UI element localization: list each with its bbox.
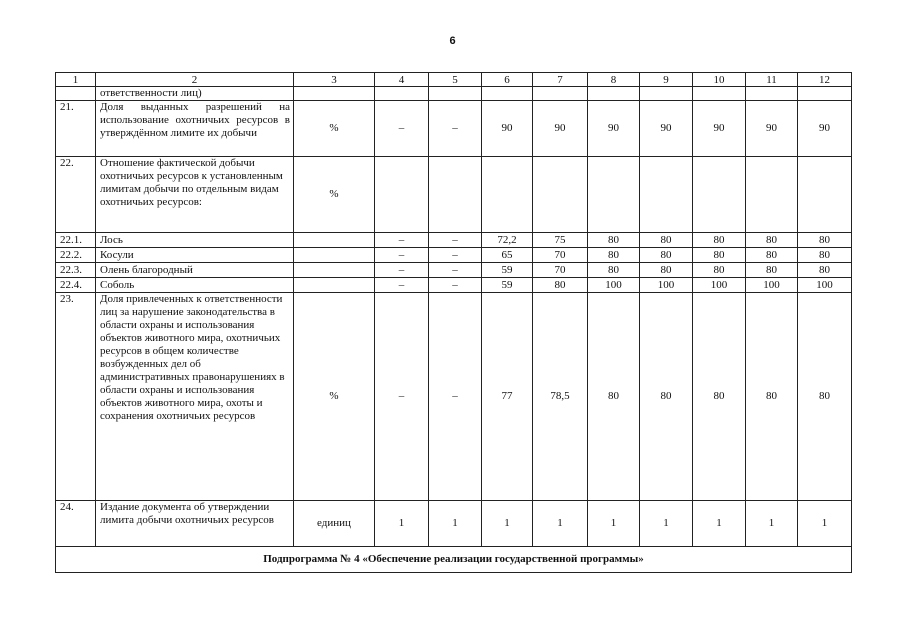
value-cell: 90 <box>533 101 588 157</box>
value-cell <box>693 157 746 233</box>
indicator-name: Доля привлеченных к ответственности лиц за нарушение законодательства в области охраны и использования объектов животного мира, охотничьих ресурсов в общем количестве возбужденных дел об административных правонарушениях в области охраны и использования объектов животного мира, охоты и сохранения охотничьих ресурсов <box>96 293 294 501</box>
value-cell <box>429 157 482 233</box>
unit-cell <box>294 278 375 293</box>
value-cell: 80 <box>746 293 798 501</box>
indicator-name: Лось <box>96 233 294 248</box>
header-cell: 5 <box>429 73 482 87</box>
table-row <box>56 293 852 501</box>
value-cell: 80 <box>640 293 693 501</box>
indicator-name: Олень благородный <box>96 263 294 278</box>
row-number: 22.1. <box>56 233 96 248</box>
value-cell <box>588 157 640 233</box>
row-number: 21. <box>56 101 96 157</box>
value-cell: – <box>429 278 482 293</box>
value-cell: 80 <box>798 248 852 263</box>
value-cell: 59 <box>482 263 533 278</box>
value-cell: 80 <box>798 233 852 248</box>
value-cell: 70 <box>533 263 588 278</box>
page-number: 6 <box>449 35 456 47</box>
value-cell: 80 <box>693 293 746 501</box>
value-cell: 1 <box>533 501 588 547</box>
header-cell: 12 <box>798 73 852 87</box>
value-cell: 80 <box>746 248 798 263</box>
indicator-name: Соболь <box>96 278 294 293</box>
row-number: 22.3. <box>56 263 96 278</box>
value-cell: – <box>375 293 429 501</box>
value-cell <box>798 157 852 233</box>
header-cell: 1 <box>56 73 96 87</box>
value-cell: 1 <box>429 501 482 547</box>
value-cell: 78,5 <box>533 293 588 501</box>
header-cell: 2 <box>96 73 294 87</box>
value-cell: – <box>429 263 482 278</box>
row-number: 22.4. <box>56 278 96 293</box>
value-cell: – <box>375 233 429 248</box>
value-cell: 100 <box>588 278 640 293</box>
header-cell: 10 <box>693 73 746 87</box>
value-cell: 1 <box>693 501 746 547</box>
indicator-name: Отношение фактической добычи охотничьих ресурсов к установленным лимитам добычи по отдельным видам охотничьих ресурсов: <box>96 157 294 233</box>
indicator-name: Доля выданных разрешений на использование охотничьих ресурсов в утверждённом лимите их добычи <box>96 101 294 157</box>
unit-cell: % <box>294 293 375 501</box>
value-cell: 1 <box>746 501 798 547</box>
value-cell: 80 <box>588 248 640 263</box>
value-cell: – <box>375 263 429 278</box>
unit-cell <box>294 263 375 278</box>
value-cell <box>640 157 693 233</box>
value-cell: – <box>375 248 429 263</box>
row-number: 22.2. <box>56 248 96 263</box>
value-cell: 100 <box>640 278 693 293</box>
value-cell <box>533 157 588 233</box>
value-cell: – <box>375 101 429 157</box>
value-cell: 1 <box>588 501 640 547</box>
table-row <box>56 233 852 248</box>
value-cell: 80 <box>588 263 640 278</box>
table-row <box>56 101 852 157</box>
value-cell <box>375 157 429 233</box>
unit-cell: % <box>294 101 375 157</box>
header-cell: 3 <box>294 73 375 87</box>
value-cell: 100 <box>798 278 852 293</box>
value-cell: 77 <box>482 293 533 501</box>
continuation-text: ответственности лиц) <box>96 87 294 101</box>
value-cell: 90 <box>798 101 852 157</box>
value-cell: 80 <box>798 263 852 278</box>
value-cell: 80 <box>746 263 798 278</box>
unit-cell <box>294 248 375 263</box>
header-cell: 8 <box>588 73 640 87</box>
value-cell: 80 <box>640 233 693 248</box>
value-cell: 80 <box>693 248 746 263</box>
row-number: 23. <box>56 293 96 501</box>
value-cell: – <box>429 233 482 248</box>
unit-cell: единиц <box>294 501 375 547</box>
continuation-row <box>56 87 852 101</box>
value-cell: – <box>429 293 482 501</box>
value-cell: 72,2 <box>482 233 533 248</box>
table-row <box>56 157 852 233</box>
table-row <box>56 248 852 263</box>
value-cell: 90 <box>588 101 640 157</box>
value-cell: 1 <box>375 501 429 547</box>
value-cell: 65 <box>482 248 533 263</box>
value-cell: 80 <box>798 293 852 501</box>
value-cell: 80 <box>533 278 588 293</box>
unit-cell <box>294 233 375 248</box>
indicator-name: Косули <box>96 248 294 263</box>
value-cell: 100 <box>746 278 798 293</box>
value-cell: 80 <box>640 263 693 278</box>
value-cell <box>482 157 533 233</box>
header-cell: 9 <box>640 73 693 87</box>
value-cell: – <box>375 278 429 293</box>
subprogram-row <box>56 547 852 573</box>
table-row <box>56 501 852 547</box>
value-cell: 1 <box>482 501 533 547</box>
value-cell: 90 <box>482 101 533 157</box>
value-cell: 90 <box>640 101 693 157</box>
value-cell: 59 <box>482 278 533 293</box>
indicators-table <box>55 72 852 573</box>
value-cell: 80 <box>588 293 640 501</box>
value-cell: 75 <box>533 233 588 248</box>
value-cell: 90 <box>693 101 746 157</box>
value-cell: 1 <box>640 501 693 547</box>
header-cell: 4 <box>375 73 429 87</box>
value-cell: 80 <box>693 263 746 278</box>
value-cell: 80 <box>588 233 640 248</box>
header-cell: 11 <box>746 73 798 87</box>
header-row <box>56 73 852 87</box>
unit-cell: % <box>294 157 375 233</box>
value-cell: 80 <box>693 233 746 248</box>
table-row <box>56 263 852 278</box>
value-cell: 90 <box>746 101 798 157</box>
row-number: 24. <box>56 501 96 547</box>
value-cell: 100 <box>693 278 746 293</box>
value-cell: 70 <box>533 248 588 263</box>
value-cell: 80 <box>746 233 798 248</box>
header-cell: 6 <box>482 73 533 87</box>
value-cell <box>746 157 798 233</box>
indicator-name: Издание документа об утверждении лимита добычи охотничьих ресурсов <box>96 501 294 547</box>
header-cell: 7 <box>533 73 588 87</box>
value-cell: – <box>429 101 482 157</box>
value-cell: 80 <box>640 248 693 263</box>
row-number: 22. <box>56 157 96 233</box>
subprogram-title: Подпрограмма № 4 «Обеспечение реализации государственной программы» <box>56 547 852 573</box>
value-cell: 1 <box>798 501 852 547</box>
value-cell: – <box>429 248 482 263</box>
table-row <box>56 278 852 293</box>
